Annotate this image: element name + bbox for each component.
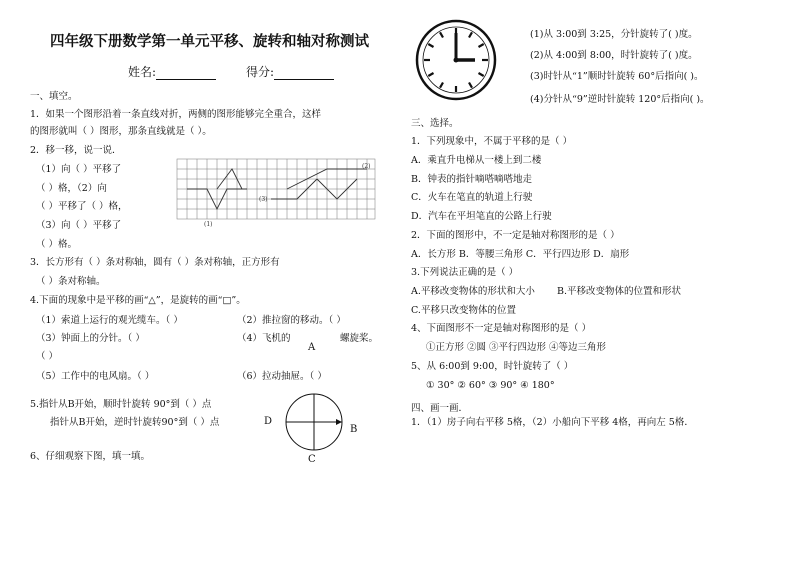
clock-q4: (4)分针从“9”逆时针旋转 120°后指向( )。 — [530, 94, 710, 105]
circle-label-c: C — [308, 454, 316, 465]
section-4-heading: 四、画一画． — [411, 403, 469, 414]
clock-q2: (2)从 4:00到 8:00，时针旋转了( )度。 — [530, 50, 698, 61]
score-underline[interactable] — [274, 67, 334, 80]
mc-q1-c: C．火车在笔直的轨道上行驶 — [411, 192, 533, 203]
mc-q4-options: ①正方形 ②圆 ③平行四边形 ④等边三角形 — [426, 342, 607, 353]
grid-label-1: (1) — [204, 221, 213, 228]
mc-q5: 5、从 6:00到 9:00，时针旋转了（ ） — [411, 361, 574, 372]
q3-line1: 3．长方形有（ ）条对称轴，圆有（ ）条对称轴，正方形有 — [30, 257, 280, 268]
clock-q1: (1)从 3:00到 3:25，分针旋转了( )度。 — [530, 29, 698, 40]
q4-item-4-cont: 螺旋桨。 — [340, 333, 379, 344]
q2-line4: （3）向（ ）平移了 — [36, 220, 122, 231]
q4-item-1: （1）索道上运行的观光缆车。（ ） — [36, 315, 183, 326]
score-label: 得分: — [246, 65, 275, 79]
q2-line2: （ ）格，（2）向 — [36, 183, 107, 194]
mc-q2: 2．下面的图形中，不一定是轴对称图形的是（ ） — [411, 230, 620, 241]
q1-line1: 1．如果一个图形沿着一条直线对折，两侧的图形能够完全重合，这样 — [30, 109, 322, 120]
q4-item-3: （3）钟面上的分针。（ ） — [36, 333, 145, 344]
circle-label-a: A — [308, 342, 316, 353]
section-1-heading: 一、填空。 — [30, 91, 78, 102]
clock-q3: (3)时针从“1”顺时针旋转 60°后指向( )。 — [530, 71, 704, 82]
q4-item-5: （5）工作中的电风扇。（ ） — [36, 371, 155, 382]
q4-heading: 4.下面的现象中是平移的画“△”，是旋转的画“□”。 — [30, 295, 246, 306]
rotation-circle — [284, 392, 344, 452]
mc-q1: 1．下列现象中，不属于平移的是（ ） — [411, 136, 573, 147]
grid-label-2: (2) — [362, 163, 371, 170]
q6: 6、仔细观察下图，填一填。 — [30, 451, 151, 462]
name-field[interactable] — [128, 63, 216, 80]
q5-line2: 指针从B开始，逆时针旋转90°到（ ）点 — [50, 417, 220, 428]
name-label: 姓名: — [128, 65, 157, 79]
q2-line5: （ ）格。 — [36, 239, 78, 250]
clock-icon — [414, 18, 498, 102]
mc-q3-a: A.平移改变物体的形状和大小 — [411, 286, 535, 297]
mc-q5-options: ① 30° ② 60° ③ 90° ④ 180° — [426, 380, 555, 391]
mc-q1-b: B．钟表的指针嘀嗒嘀嗒地走 — [411, 174, 532, 185]
q4-item-4: （4）飞机的 — [237, 333, 291, 344]
q2-heading: 2．移一移，说一说． — [30, 145, 122, 156]
draw-q1: 1．（1）房子向右平移 5格，（2）小船向下平移 4格，再向左 5格． — [411, 417, 694, 428]
mc-q1-d: D．汽车在平坦笔直的公路上行驶 — [411, 211, 552, 222]
mc-q1-a: A．乘直升电梯从一楼上到二楼 — [411, 155, 542, 166]
circle-label-b: B — [350, 424, 358, 435]
score-field[interactable] — [246, 63, 334, 80]
q3-line2: （ ）条对称轴。 — [36, 276, 106, 287]
q4-item-4-blank: （ ） — [36, 351, 59, 362]
translation-grid — [176, 158, 376, 230]
mc-q3-b: B.平移改变物体的位置和形状 — [557, 286, 682, 297]
mc-q4: 4、下面图形不一定是轴对称图形的是（ ） — [411, 323, 592, 334]
mc-q3-c: C.平移只改变物体的位置 — [411, 305, 516, 316]
q1-line2: 的图形就叫（ ）图形，那条直线就是（ ）。 — [30, 126, 212, 137]
name-underline[interactable] — [156, 67, 216, 80]
q5-line1: 5.指针从B开始，顺时针旋转 90°到（ ）点 — [30, 399, 212, 410]
q2-line3: （ ）平移了（ ）格， — [36, 201, 128, 212]
q4-item-6: （6）拉动抽屉。（ ） — [237, 371, 327, 382]
mc-q3: 3.下列说法正确的是（ ） — [411, 267, 519, 278]
mc-q2-options: A．长方形 B．等腰三角形 C．平行四边形 D．扇形 — [411, 249, 630, 260]
grid-label-3: (3) — [259, 196, 268, 203]
q4-item-2: （2）推拉窗的移动。（ ） — [237, 315, 346, 326]
page-title: 四年级下册数学第一单元平移、旋转和轴对称测试 — [50, 34, 369, 50]
section-3-heading: 三、选择。 — [411, 118, 459, 129]
circle-label-d: D — [264, 416, 273, 427]
q2-line1: （1）向（ ）平移了 — [36, 164, 122, 175]
